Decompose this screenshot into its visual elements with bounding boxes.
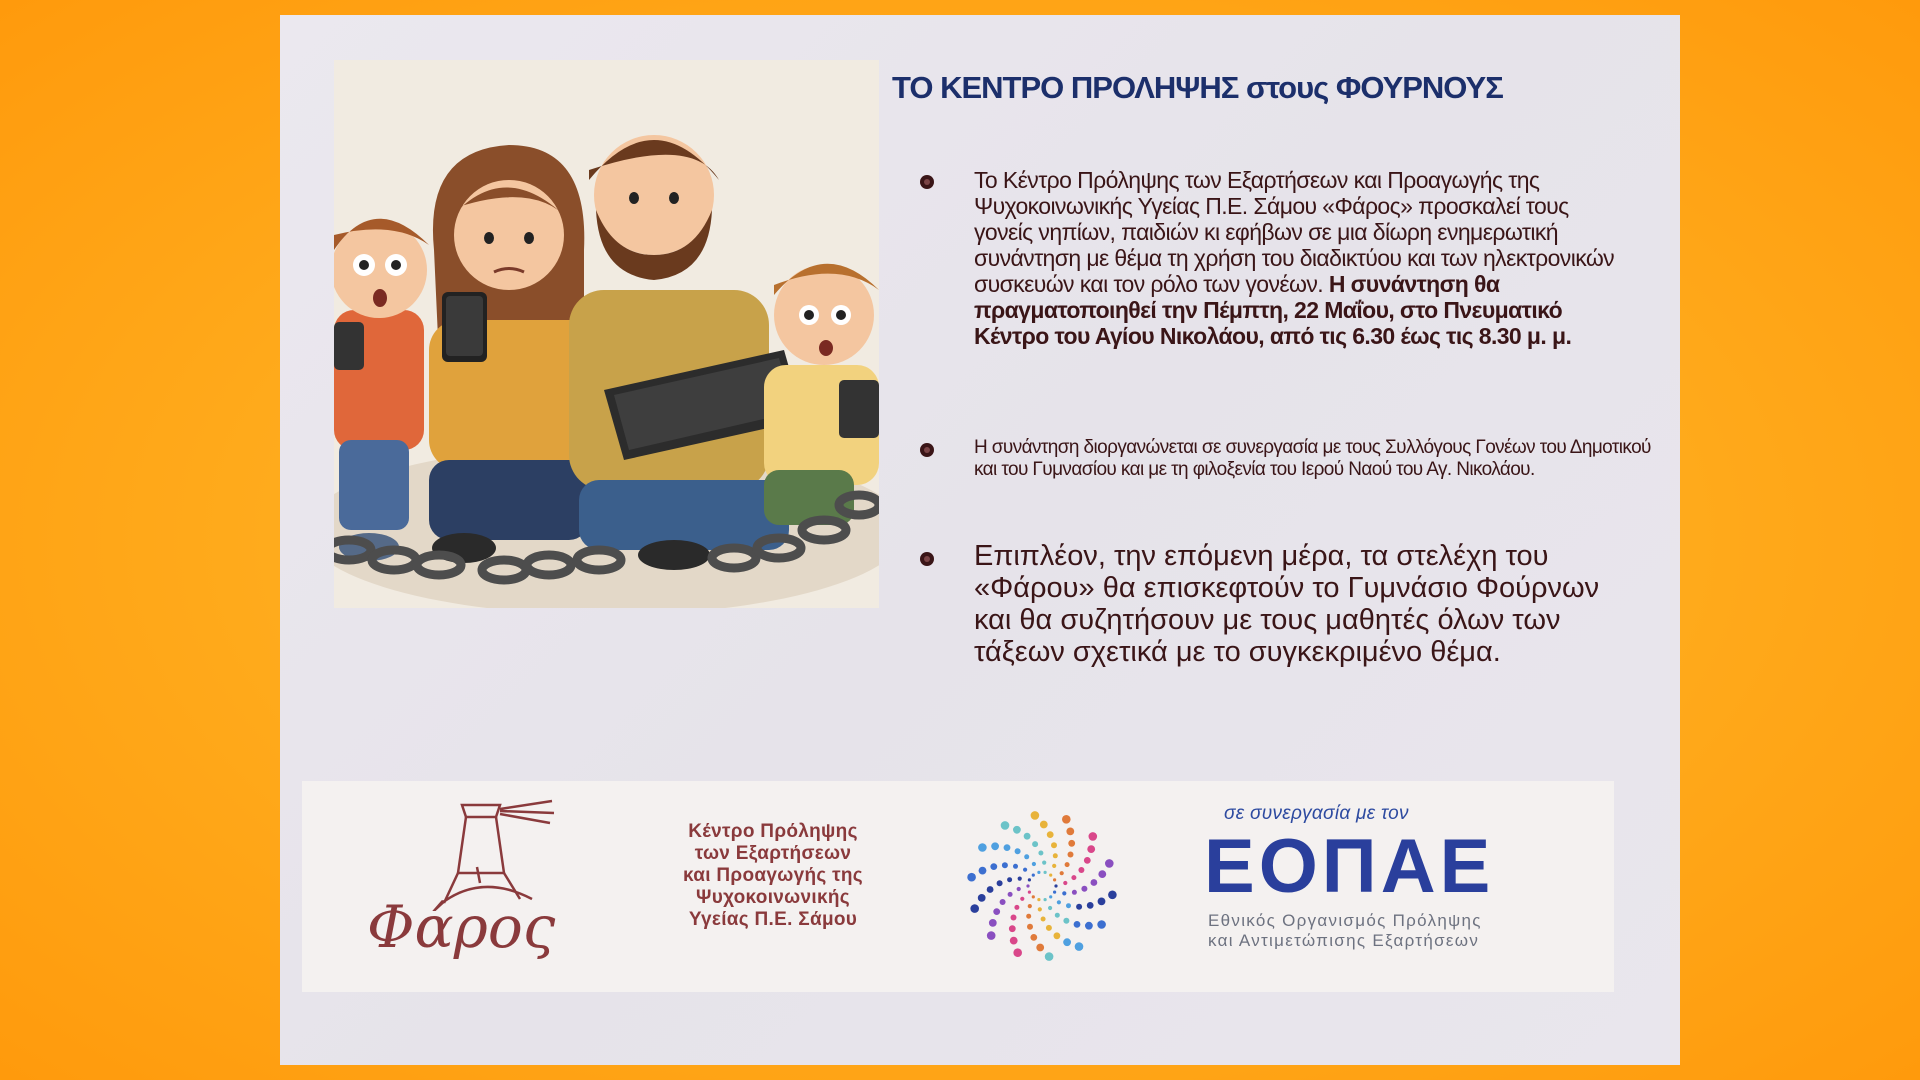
bullet-icon bbox=[920, 552, 934, 566]
eopae-dot bbox=[1032, 841, 1038, 847]
eopae-dot bbox=[978, 894, 986, 902]
eopae-dot bbox=[979, 867, 987, 875]
eopae-dot bbox=[967, 873, 976, 882]
eopae-dot bbox=[1063, 938, 1071, 946]
eopae-dot bbox=[1032, 874, 1035, 877]
eopae-dot bbox=[1066, 903, 1071, 908]
eopae-dot bbox=[1013, 948, 1022, 957]
eopae-dot bbox=[1014, 905, 1019, 910]
logo-band bbox=[302, 781, 1614, 992]
eopae-dot bbox=[1098, 870, 1106, 878]
eopae-dot bbox=[1075, 942, 1084, 951]
eopae-dot bbox=[1089, 832, 1098, 841]
eopae-dot bbox=[1047, 831, 1054, 838]
eopae-dot bbox=[1065, 862, 1070, 867]
eopae-dot bbox=[1028, 891, 1031, 894]
eopae-dot bbox=[978, 843, 987, 852]
eopae-dot bbox=[1108, 891, 1117, 900]
eopae-dot bbox=[1038, 907, 1042, 911]
eopae-dot bbox=[1105, 859, 1114, 868]
eopae-dot bbox=[1054, 884, 1057, 887]
poster bbox=[280, 15, 1680, 1065]
bullet-icon bbox=[920, 175, 934, 189]
eopae-dot bbox=[1063, 881, 1067, 885]
eopae-dots-logo bbox=[960, 811, 1125, 961]
eopae-dot bbox=[1049, 895, 1052, 898]
faros-description: Κέντρο Πρόληψης των Εξαρτήσεων και Προαγωγής της Ψυχοκοινωνικής Υγείας Π.Ε. Σάμου bbox=[683, 821, 863, 930]
eopae-dot bbox=[1011, 915, 1017, 921]
bullet-item-cooperation bbox=[920, 437, 1654, 481]
eopae-dot bbox=[1052, 864, 1056, 868]
poster-title: ΤΟ ΚΕΝΤΡΟ ΠΡΟΛΗΨΗΣ στους ΦΟΥΡΝΟΥΣ bbox=[892, 70, 1503, 105]
eopae-dot bbox=[1091, 879, 1098, 886]
eopae-dot bbox=[1053, 878, 1056, 881]
eopae-dot bbox=[1028, 878, 1031, 881]
eopae-dot bbox=[1015, 848, 1021, 854]
eopae-dot bbox=[1053, 891, 1056, 894]
eopae-dot bbox=[1085, 922, 1093, 930]
eopae-dot bbox=[1018, 877, 1022, 881]
eopae-dot bbox=[1026, 914, 1031, 919]
eopae-dot bbox=[1045, 952, 1054, 961]
eopae-dot bbox=[1037, 871, 1040, 874]
eopae-dot bbox=[1049, 874, 1052, 877]
eopae-dot bbox=[1023, 868, 1027, 872]
eopae-dot bbox=[1066, 828, 1074, 836]
eopae-dot bbox=[1032, 895, 1035, 898]
eopae-dot bbox=[1032, 862, 1036, 866]
cooperation-text: Η συνάντηση διοργανώνεται σε συνεργασία με τους Συλλόγους Γονέων του Δημοτικού και του Γυμνασίου και με τη φιλοξενία του Ιερού Ναού του Αγ. Νικολάου. bbox=[974, 437, 1651, 480]
eopae-dot bbox=[1046, 925, 1052, 931]
eopae-dot bbox=[1041, 917, 1046, 922]
eopae-dot bbox=[1060, 871, 1064, 875]
eopae-dot bbox=[1048, 906, 1052, 910]
eopae-dot bbox=[1055, 913, 1060, 918]
eopae-dot bbox=[1009, 925, 1016, 932]
bullet-item-school-visit bbox=[920, 540, 1634, 668]
eopae-dot bbox=[991, 842, 999, 850]
eopae-dot bbox=[1030, 934, 1037, 941]
eopae-dot bbox=[1036, 944, 1044, 952]
eopae-dot bbox=[1044, 871, 1047, 874]
eopae-dot bbox=[1010, 937, 1018, 945]
eopae-dot bbox=[1072, 890, 1077, 895]
eopae-dot bbox=[1013, 826, 1021, 834]
eopae-dot bbox=[990, 863, 997, 870]
eopae-dot bbox=[1068, 852, 1074, 858]
faros-wordmark: Φάρος bbox=[367, 893, 556, 961]
eopae-dot bbox=[1076, 904, 1082, 910]
eopae-dot bbox=[997, 880, 1003, 886]
eopae-dot bbox=[1031, 811, 1040, 820]
eopae-dot bbox=[1038, 851, 1043, 856]
faros-lighthouse-logo bbox=[362, 795, 617, 975]
eopae-cooperation-label: σε συνεργασία με τον bbox=[1224, 803, 1409, 824]
eopae-dot bbox=[1084, 857, 1091, 864]
eopae-dot bbox=[1053, 853, 1058, 858]
eopae-dot bbox=[1008, 892, 1013, 897]
bullet-icon bbox=[920, 443, 934, 457]
eopae-dot bbox=[1002, 862, 1008, 868]
eopae-dot bbox=[1087, 902, 1094, 909]
eopae-dot bbox=[1037, 898, 1040, 901]
eopae-dot bbox=[1063, 918, 1069, 924]
eopae-dot bbox=[1007, 877, 1012, 882]
eopae-dot bbox=[987, 886, 994, 893]
bullet-item-invitation bbox=[920, 167, 1624, 349]
eopae-dot bbox=[1020, 897, 1024, 901]
eopae-dot bbox=[1087, 845, 1095, 853]
eopae-dot bbox=[987, 931, 996, 940]
eopae-dot bbox=[1098, 898, 1106, 906]
eopae-dot bbox=[1028, 904, 1032, 908]
eopae-dot bbox=[1024, 854, 1029, 859]
eopae-dot bbox=[1057, 900, 1061, 904]
eopae-dot bbox=[1017, 887, 1021, 891]
eopae-dot bbox=[1013, 864, 1018, 869]
eopae-dot bbox=[1062, 815, 1071, 824]
family-devices-illustration bbox=[334, 60, 879, 608]
eopae-dot bbox=[1027, 924, 1033, 930]
eopae-dot bbox=[1068, 840, 1075, 847]
eopae-dot bbox=[989, 919, 997, 927]
eopae-full-name: Εθνικός Οργανισμός Πρόληψης και Αντιμετώπισης Εξαρτήσεων bbox=[1208, 911, 1482, 950]
eopae-dot bbox=[1071, 875, 1076, 880]
eopae-dot bbox=[1074, 921, 1081, 928]
eopae-dot bbox=[1044, 898, 1047, 901]
eopae-dot bbox=[1042, 861, 1046, 865]
eopae-dot bbox=[1081, 886, 1087, 892]
eopae-dot bbox=[1024, 833, 1031, 840]
eopae-dot bbox=[1054, 932, 1061, 939]
meeting-details-text: Η συνάντηση θα πραγματοποιηθεί την Πέμπτη, 22 Μαΐου, στο Πνευματικό Κέντρο του Αγίου Νικολάου, από τις 6.30 έως τις 8.30 μ. μ. bbox=[974, 271, 1572, 349]
eopae-dot bbox=[1051, 842, 1057, 848]
school-visit-text: Επιπλέον, την επόμενη μέρα, τα στελέχη του «Φάρου» θα επισκεφτούν το Γυμνάσιο Φούρνων και θα συζητήσουν με τους μαθητές όλων των τάξεων σχετικά με το συγκεκριμένο θέμα. bbox=[974, 540, 1600, 668]
eopae-dot bbox=[1004, 844, 1011, 851]
eopae-dot bbox=[1078, 867, 1084, 873]
invitation-text: Το Κέντρο Πρόληψης των Εξαρτήσεων και Προαγωγής της Ψυχοκοινωνικής Υγείας Π.Ε. Σάμου «Φάρος» προσκαλεί τους γονείς νηπίων, παιδιών κι εφήβων σε μια δίωρη ενημερωτική συνάντηση με θέμα τη χρήση του διαδικτύου και των ηλεκτρονικών συσκευών και τον ρόλο των γονέων. bbox=[974, 167, 1615, 297]
eopae-dot bbox=[1040, 821, 1048, 829]
eopae-dot bbox=[1062, 891, 1066, 895]
eopae-dot bbox=[970, 904, 979, 913]
eopae-dot bbox=[1000, 899, 1006, 905]
eopae-wordmark: ΕΟΠΑΕ bbox=[1204, 824, 1495, 909]
eopae-dot bbox=[1026, 884, 1029, 887]
eopae-dot bbox=[1001, 821, 1010, 830]
eopae-dot bbox=[1097, 920, 1106, 929]
eopae-dot bbox=[993, 908, 1000, 915]
